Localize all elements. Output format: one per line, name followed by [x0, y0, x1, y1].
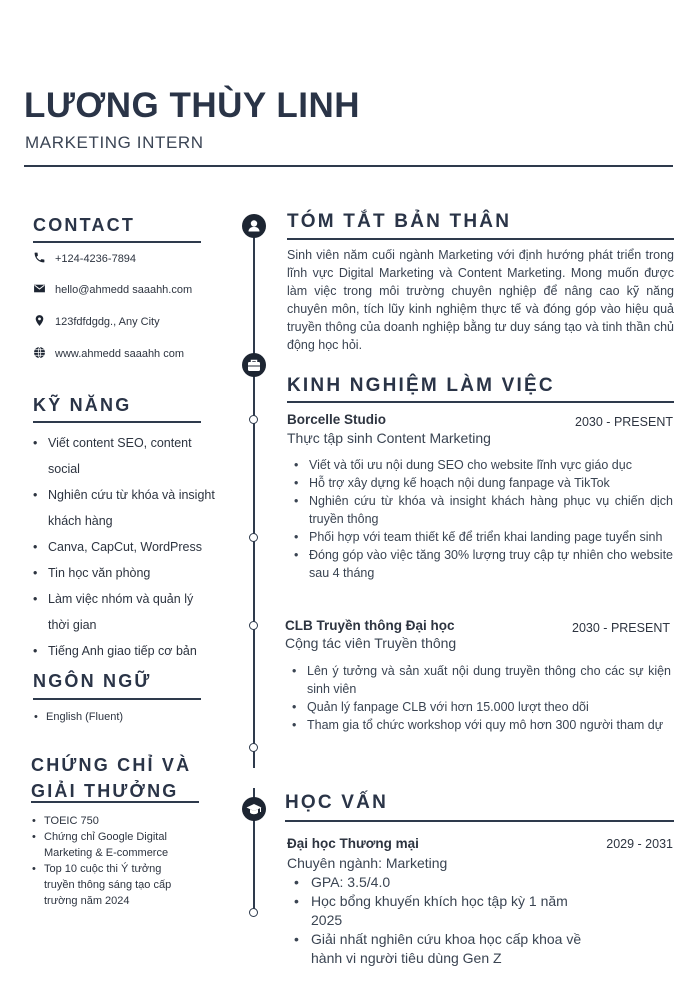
location-pin-icon — [33, 314, 46, 327]
languages-divider — [33, 698, 201, 700]
resume-role: MARKETING INTERN — [25, 133, 204, 152]
summary-text: Sinh viên năm cuối ngành Marketing với định hướng phát triển trong lĩnh vực Digital Marketing và Content Marketing. Mong muốn được làm việc trong môi trường chuyên nghiệp để nâng cao kỹ năng chuyên môn, tích lũy kinh nghiệm thực tế và đóng góp vào hiệu quả truyền thông của doanh nghiệp bằng tư duy sáng tạo và tinh thần chủ động học hỏi. — [287, 248, 674, 352]
globe-icon — [33, 346, 46, 359]
education-divider — [285, 820, 674, 822]
contact-phone-text: +124-4236-7894 — [55, 253, 137, 265]
certificate-item: • Chứng chỉ Google Digital Marketing & E-commerce — [31, 829, 189, 861]
contact-heading: CONTACT — [33, 215, 136, 235]
skills-divider — [33, 421, 201, 423]
summary-divider — [287, 238, 674, 240]
mail-icon — [33, 282, 46, 295]
certificate-item: • TOEIC 750 — [31, 813, 189, 829]
education-heading: HỌC VẤN — [285, 792, 389, 813]
job-date: 2030 - PRESENT — [572, 621, 670, 635]
education-bullet: • Giải nhất nghiên cứu khoa học cấp khoa về hành vi người tiêu dùng Gen Z — [287, 930, 587, 968]
certificates-list — [31, 813, 189, 909]
skill-item: • Viết content SEO, content social — [30, 430, 215, 482]
job-date: 2030 - PRESENT — [575, 415, 673, 429]
job-company: Borcelle Studio — [287, 412, 387, 427]
timeline-dot — [249, 533, 258, 542]
phone-icon — [33, 251, 46, 264]
job-title: Cộng tác viên Truyền thông — [285, 635, 457, 651]
job-bullet: • Đóng góp vào việc tăng 30% lượng truy cập tự nhiên cho website sau 4 tháng — [287, 546, 673, 582]
timeline-dot — [249, 908, 258, 917]
languages-heading: NGÔN NGỮ — [33, 671, 152, 691]
education-bullet: • GPA: 3.5/4.0 — [287, 873, 587, 892]
education-bullet: • Học bổng khuyến khích học tập kỳ 1 năm 2025 — [287, 892, 587, 930]
graduation-cap-icon — [242, 797, 266, 821]
briefcase-icon — [242, 353, 266, 377]
skills-list — [30, 430, 215, 664]
timeline-dot — [249, 415, 258, 424]
certificate-item: • Top 10 cuộc thi Ý tưởng truyền thông sáng tạo cấp trường năm 2024 — [31, 861, 189, 909]
summary-timeline-icon — [242, 214, 266, 238]
contact-address-text: 123fdfdgdg., Any City — [55, 316, 160, 328]
contact-website-text: www.ahmedd saaahh com — [55, 348, 185, 360]
resume-name: LƯƠNG THÙY LINH — [24, 86, 361, 125]
contact-email-text: hello@ahmedd saaahh.com — [55, 284, 193, 296]
contact-divider — [33, 241, 201, 243]
certificates-heading-line2: GIẢI THƯỞNG — [31, 781, 179, 801]
job-bullet: • Quản lý fanpage CLB với hơn 15.000 lượt theo dõi — [285, 698, 671, 716]
job-bullet: • Tham gia tổ chức workshop với quy mô hơn 300 người tham dự — [285, 716, 671, 734]
skill-item: • Canva, CapCut, WordPress — [30, 534, 215, 560]
contact-phone — [33, 251, 203, 267]
job-bullet: • Viết và tối ưu nội dung SEO cho website lĩnh vực giáo dục — [287, 456, 673, 474]
contact-website — [33, 346, 203, 380]
job-bullets — [287, 456, 673, 582]
education-timeline-icon — [242, 797, 266, 821]
certificates-heading — [31, 752, 191, 804]
skill-item: • Nghiên cứu từ khóa và insight khách hàng — [30, 482, 215, 534]
experience-timeline-icon — [242, 353, 266, 377]
education-school: Đại học Thương mại — [287, 836, 419, 851]
job-bullet: • Hỗ trợ xây dựng kế hoạch nội dung fanpage và TikTok — [287, 474, 673, 492]
experience-divider — [287, 401, 674, 403]
education-date: 2029 - 2031 — [606, 837, 673, 851]
job-company: CLB Truyền thông Đại học — [285, 618, 455, 633]
education-bullets — [287, 873, 587, 968]
certificates-heading-line1: CHỨNG CHỈ VÀ — [31, 755, 192, 775]
job-bullet: • Nghiên cứu từ khóa và insight khách hàng phục vụ chiến dịch truyền thông — [287, 492, 673, 528]
skill-item: • Tiếng Anh giao tiếp cơ bản — [30, 638, 215, 664]
timeline-gap — [250, 768, 258, 788]
job-bullet: • Phối hợp với team thiết kế để triển khai landing page tuyển sinh — [287, 528, 673, 546]
certificates-divider — [31, 801, 199, 803]
timeline-dot — [249, 621, 258, 630]
person-icon — [242, 214, 266, 238]
experience-heading: KINH NGHIỆM LÀM VIỆC — [287, 375, 555, 396]
languages-list — [33, 709, 203, 725]
language-item: • English (Fluent) — [33, 709, 203, 725]
skill-item: • Tin học văn phòng — [30, 560, 215, 586]
job-bullet: • Lên ý tưởng và sản xuất nội dung truyền thông cho các sự kiện sinh viên — [285, 662, 671, 698]
skills-heading: KỸ NĂNG — [33, 395, 132, 415]
job-bullets — [285, 662, 671, 734]
timeline-dot — [249, 743, 258, 752]
education-major: Chuyên ngành: Marketing — [287, 855, 448, 871]
skill-item: • Làm việc nhóm và quản lý thời gian — [30, 586, 215, 638]
header-divider — [24, 165, 673, 167]
contact-address — [33, 314, 203, 330]
contact-email — [33, 282, 203, 298]
summary-heading: TÓM TẮT BẢN THÂN — [287, 211, 512, 232]
job-title: Thực tập sinh Content Marketing — [287, 430, 491, 446]
